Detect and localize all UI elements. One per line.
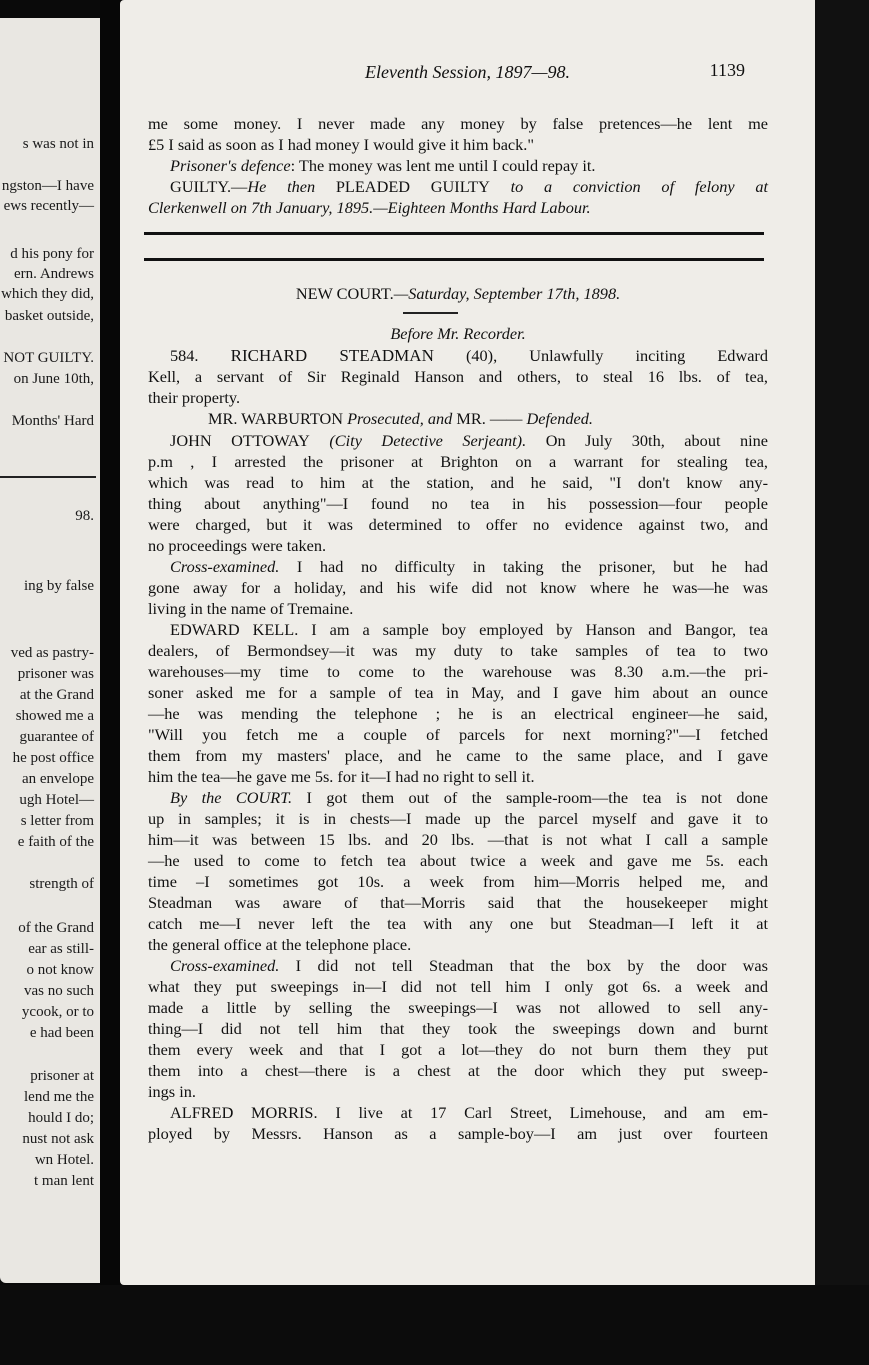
left-page-line: ycook, or to [21,1004,94,1020]
prosecutor: MR. WARBURTON [208,409,344,428]
court-heading [148,283,768,304]
text-line [148,556,768,577]
case-first-line [148,345,768,366]
left-page-line: hould I do; [28,1110,94,1126]
left-page-line: lend me the [24,1089,94,1105]
prisoner-defence-label: Prisoner's defence [170,156,291,175]
speaker-label: ALFRED MORRIS. [170,1103,318,1122]
text-line [148,430,768,451]
left-page-line: wn Hotel. [34,1152,94,1168]
left-page-line: basket outside, [4,308,94,324]
page-header [120,58,815,88]
line-text: I got them out of the sample-room—the tea is not done [306,788,768,807]
text-line: thing about anything"—I found no tea in his possession—four people [148,494,768,513]
line-text: I am a sample boy employed by Hanson and Bangor, tea [311,620,768,639]
guilty-label: GUILTY.— [170,177,248,196]
prisoner-defence-line [148,155,768,176]
line-text: I did not tell Steadman that the box by the door was [295,956,768,975]
speaker-label: Cross-examined. [170,956,280,975]
prisoner-defence-text: : The money was lent me until I could repay it. [290,156,596,175]
speaker-label: By the COURT. [170,788,293,807]
text-line: them into a chest—there is a chest at the door which they put sweep- [148,1061,768,1080]
speaker-label: Cross-examined. [170,557,280,576]
text-line: ings in. [148,1082,196,1101]
text-line: catch me—I never left the tea with any one but Steadman—I left it at [148,914,768,933]
case-block [148,345,768,429]
left-page-line: vas no such [24,983,94,999]
counsel-line [148,408,768,429]
text-line: gone away for a holiday, and his wife did not know where he was—he was [148,578,768,597]
text-line: the general office at the telephone place. [148,935,412,954]
text-line: Kell, a servant of Sir Reginald Hanson and others, to steal 16 lbs. of tea, [148,367,768,386]
text-line: ployed by Messrs. Hanson as a sample-boy—I am just over fourteen [148,1124,768,1143]
line-text: I live at 17 Carl Street, Limehouse, and am em- [335,1103,768,1122]
line-text: On July 30th, about nine [545,431,769,450]
text-line: Steadman was aware of that—Morris said that the housekeeper might [148,893,768,912]
text-line: —he was mending the telephone ; he is an electrical engineer—he said, [148,704,768,723]
speaker-label: EDWARD KELL. [170,620,299,639]
speaker-role: (City Detective Serjeant). [329,431,527,450]
line-text: I had no difficulty in taking the prisoner, but he had [296,557,768,576]
text-line: were charged, but it was determined to offer no evidence against two, and [148,515,768,534]
text-line: me some money. I never made any money by false pretences—he lent me [148,114,768,133]
defender: MR. —— [456,409,523,428]
text-line: dealers, of Bermondsey—it was my duty to take samples of tea to two [148,641,768,660]
left-page-line: NOT GUILTY. [3,350,94,366]
court-name: NEW COURT. [295,284,394,303]
book-cover-edge [815,0,869,1365]
text-line: —he used to come to fetch tea about twice a week and gave me 5s. each [148,851,768,870]
running-title: Eleventh Session, 1897—98. [365,62,570,82]
text-line [148,1102,768,1123]
text-line: soner asked me for a sample of tea in May, and I gave him about an ounce [148,683,768,702]
left-page-line: prisoner was [17,666,94,682]
left-page-line: Months' Hard [11,413,94,429]
left-page-line: he post office [12,750,94,766]
speaker-label: JOHN OTTOWAY [170,431,310,450]
left-page-line: e faith of the [17,834,94,850]
text-line: what they put sweepings in—I did not tell him I only got 6s. a week and [148,977,768,996]
book-spine [100,0,122,1300]
left-page-line: ern. Andrews [14,266,94,282]
left-page-line: o not know [26,962,94,978]
double-rule-top [144,232,764,235]
left-page-fragment [0,18,106,1283]
left-page-line: ear as still- [28,941,94,957]
before-recorder: Before Mr. Recorder. [390,324,526,343]
left-page-line: s was not in [22,136,94,152]
text-line [148,619,768,640]
text-line: them every week and that I got a lot—they do not burn them they put [148,1040,768,1059]
left-page-line: prisoner at [30,1068,94,1084]
left-page-line: ews recently— [3,198,94,214]
defendant-name: RICHARD STEADMAN [230,346,434,365]
top-continuation [148,113,768,218]
text-line [148,787,768,808]
left-page-line: guarantee of [19,729,94,745]
left-page-line: ved as pastry- [10,645,94,661]
text-line: no proceedings were taken. [148,536,327,555]
text-line: made a little by selling the sweepings—I was not allowed to sell any- [148,998,768,1017]
defendant-age: (40), [465,346,498,365]
left-page-line: ing by false [24,578,94,594]
text-line: up in samples; it is in chests—I made up the parcel myself and gave it to [148,809,768,828]
left-page-line: of the Grand [18,920,94,936]
text-line: living in the name of Tremaine. [148,599,354,618]
left-page-line: e had been [29,1025,94,1041]
text-line: p.m , I arrested the prisoner at Brighton on a warrant for stealing tea, [148,452,768,471]
left-page-line: 98. [75,508,94,524]
court-date: —Saturday, September 17th, 1898. [393,284,621,303]
left-page-line: an envelope [21,771,94,787]
left-page-line: which they did, [1,286,94,302]
text-line: them from my masters' place, and he came to the same place, and I gave [148,746,768,765]
left-page-line: strength of [29,876,94,892]
text-line: £5 I said as soon as I had money I would give it him back." [148,135,535,154]
guilty-rest: to a conviction of felony at [510,177,769,196]
book-bottom-edge [0,1285,869,1365]
left-page-rule [0,476,96,478]
text-line: warehouses—my time to come to the warehouse was 8.30 a.m.—the pri- [148,662,768,681]
left-page-line: t man lent [34,1173,94,1189]
text-line: thing—I did not tell him that they took the sweepings down and burnt [148,1019,768,1038]
left-page-line: ugh Hotel— [19,792,94,808]
text-line: him the tea—he gave me 5s. for it—I had no right to sell it. [148,767,535,786]
left-page-line: on June 10th, [13,371,94,387]
guilty-italic: He then [247,177,316,196]
sentence-line: Clerkenwell on 7th January, 1895.—Eighteen Months Hard Labour. [148,198,591,217]
charge-text: Unlawfully inciting Edward [529,346,768,365]
left-page-line: d his pony for [10,246,94,262]
text-line: which was read to him at the station, and he said, "I don't know any- [148,473,768,492]
testimony [148,430,768,1144]
prosecuted-label: Prosecuted, and [347,409,453,428]
left-page-line: showed me a [15,708,94,724]
text-line: their property. [148,388,241,407]
defended-label: Defended. [526,409,593,428]
case-number: 584. [170,346,199,365]
left-page-line: ngston—I have [1,178,94,194]
page-number: 1139 [709,60,745,80]
text-line [148,955,768,976]
double-rule-bottom [144,258,764,261]
guilty-line [148,176,768,197]
left-page-line: at the Grand [19,687,94,703]
text-line: him—it was between 15 lbs. and 20 lbs. —that is not what I call a sample [148,830,768,849]
main-page [120,0,815,1285]
left-page-line: s letter from [20,813,94,829]
heading-rule [403,312,458,314]
text-line: time –I sometimes got 10s. a week from him—Morris helped me, and [148,872,768,891]
left-page-line: nust not ask [22,1131,94,1147]
text-line: "Will you fetch me a couple of parcels for next morning?"—I fetched [148,725,768,744]
pleaded-guilty: PLEADED GUILTY [335,177,490,196]
